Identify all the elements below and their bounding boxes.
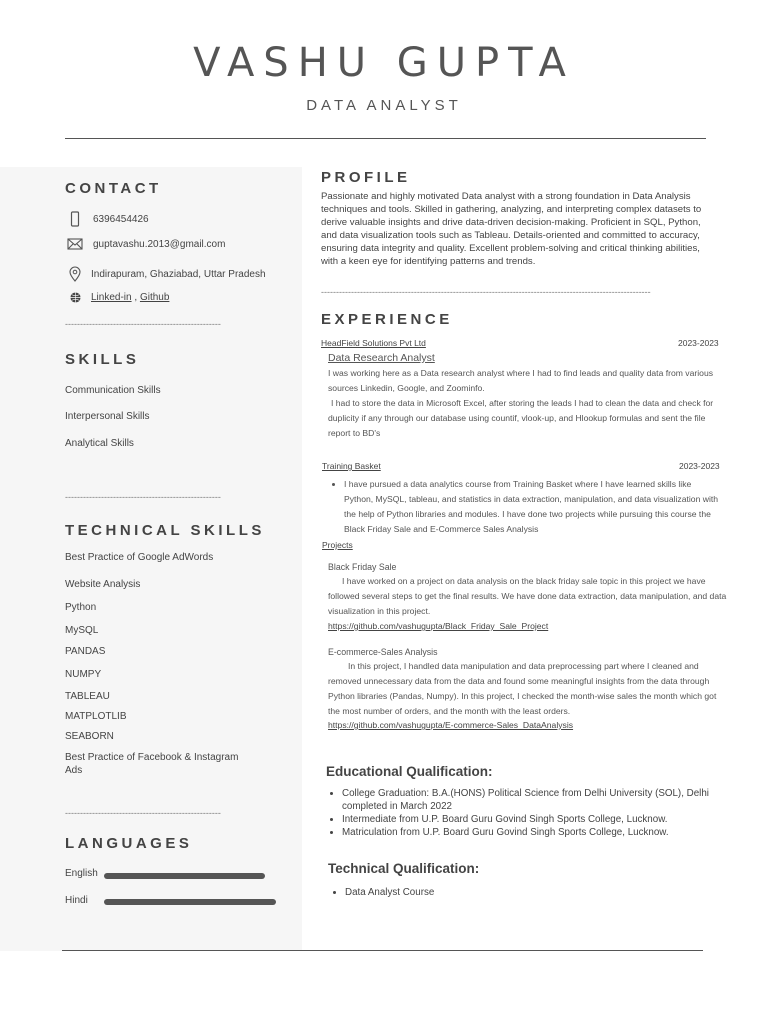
tech-skill-item: MATPLOTLIB: [65, 711, 127, 722]
tech-skill-item: NUMPY: [65, 669, 102, 680]
languages-heading: LANGUAGES: [65, 835, 193, 852]
tech-skill-item: MySQL: [65, 625, 99, 636]
company-name: HeadField Solutions Pvt Ltd: [321, 338, 426, 348]
company-name: Training Basket: [322, 461, 381, 471]
list-item: • Matriculation from U.P. Board Guru Govind Singh Sports College, Lucknow.: [342, 826, 709, 839]
education-list: [324, 787, 709, 839]
contact-email: [65, 238, 225, 250]
project-link[interactable]: https://github.com/vashugupta/Black_Friday_Sale_Project: [328, 621, 549, 631]
tech-skill-item: Python: [65, 602, 97, 613]
project-link[interactable]: https://github.com/vashugupta/E-commerce-Sales_DataAnalysis: [328, 720, 574, 730]
technical-qualification-heading: Technical Qualification:: [328, 861, 480, 876]
skill-item: Interpersonal Skills: [65, 411, 150, 422]
job-description: [326, 477, 722, 537]
experience-heading: EXPERIENCE: [321, 311, 453, 328]
tech-skill-item: Best Practice of Google AdWords: [65, 552, 214, 563]
job-description: I was working here as a Data research analyst where I had to find leads and quality data from various sources Linkedin, Google, and Zoominfo.: [328, 368, 714, 393]
profile-summary: Passionate and highly motivated Data analyst with a strong foundation in Data Analysis techniques and tools. Skilled in gathering, analyzing, and interpreting complex datasets to derive valuable insights and drive data-driven decision-making. Proficient in SQL, Python, and data visualization tools such as Tableau. Details-oriented and committed to accuracy, ensuring data integrity and quality. Excellent problem-solving and critical thinking abilities, with a keen eye for identifying patterns and trends.: [321, 191, 702, 267]
language-level-bar-english: [104, 873, 265, 879]
project-description: In this project, I handled data manipulation and data preprocessing part where I cleaned and removed unnecessary data from the data and found some meaningful insights from the data through Python libraries (Pandas, Numpy). In this project, I checked the month-wise sales the month which got the most number of orders, and the month with the least orders.: [328, 661, 717, 716]
skill-item: Communication Skills: [65, 385, 161, 396]
language-label: Hindi: [65, 895, 88, 906]
profile-divider: --------------------------------------------------------------------------------------------------------------: [321, 287, 651, 297]
skills-heading: SKILLS: [65, 351, 140, 368]
address-text: Indirapuram, Ghaziabad, Uttar Pradesh: [91, 268, 266, 280]
technical-skills-heading: TECHNICAL SKILLS: [65, 522, 265, 539]
contact-divider: ----------------------------------------------------: [65, 319, 221, 329]
tech-skill-item: SEABORN: [65, 731, 114, 742]
education-heading: Educational Qualification:: [326, 764, 493, 779]
project-title: Black Friday Sale: [328, 562, 397, 572]
position-title: Data Research Analyst: [328, 352, 435, 364]
github-link[interactable]: Github: [139, 292, 170, 303]
header-divider: [65, 138, 706, 139]
tech-skill-item: Website Analysis: [65, 579, 141, 590]
tech-skill-item: PANDAS: [65, 646, 106, 657]
list-item: • Data Analyst Course: [345, 887, 434, 898]
list-item: • I have pursued a data analytics course from Training Basket where I have learned skills like Python, MySQL, tableau, and statistics in data extraction, manipulation, and data visualization with the help of Python libraries and modules. I have done two projects while pursuing this course the Black Friday Sale and E-Commerce Sales Analysis: [344, 477, 722, 537]
job-years: 2023-2023: [679, 461, 720, 471]
list-item: • Intermediate from U.P. Board Guru Govind Singh Sports College, Lucknow.: [342, 813, 709, 826]
tech-skill-item: TABLEAU: [65, 691, 110, 702]
phone-icon: [65, 211, 85, 227]
contact-phone: [65, 211, 149, 227]
projects-label: Projects: [322, 540, 353, 550]
tech-skill-item: Best Practice of Facebook & Instagram Ads: [65, 752, 239, 776]
job-description: I had to store the data in Microsoft Excel, after storing the leads I had to clean the data and check for duplicity if any through our database using countif, vlook-up, and Hlookup formulas and sent the file report to BD's: [328, 398, 714, 438]
location-pin-icon: [65, 266, 85, 282]
project-title: E-commerce-Sales Analysis: [328, 647, 438, 657]
skills-divider: ----------------------------------------------------: [65, 492, 221, 502]
profile-heading: PROFILE: [321, 169, 411, 186]
contact-links: [65, 292, 169, 303]
job-years: 2023-2023: [678, 338, 719, 348]
list-item: • College Graduation: B.A.(HONS) Political Science from Delhi University (SOL), Delhi completed in March 2022: [342, 787, 709, 813]
globe-icon: [65, 292, 85, 303]
tech-skills-divider: ----------------------------------------------------: [65, 808, 221, 818]
skill-item: Analytical Skills: [65, 438, 134, 449]
project-description: I have worked on a project on data analysis on the black friday sale topic in this project we have followed several steps to get the final results. We have done data extraction, data manipulation, and data visualization in this project.: [328, 576, 727, 616]
mail-icon: [65, 238, 85, 250]
language-level-bar-hindi: [104, 899, 276, 905]
language-label: English: [65, 868, 98, 879]
linkedin-link[interactable]: Linked-in: [91, 292, 132, 303]
footer-divider: [62, 950, 703, 951]
job-title: DATA ANALYST: [306, 97, 462, 114]
candidate-name: VASHU GUPTA: [193, 40, 575, 86]
technical-qualification-list: [327, 887, 434, 898]
email-address[interactable]: guptavashu.2013@gmail.com: [93, 238, 226, 250]
contact-address: [65, 266, 266, 282]
phone-number: 6396454426: [93, 213, 149, 225]
contact-heading: CONTACT: [65, 180, 162, 197]
link-separator: ,: [131, 292, 140, 303]
